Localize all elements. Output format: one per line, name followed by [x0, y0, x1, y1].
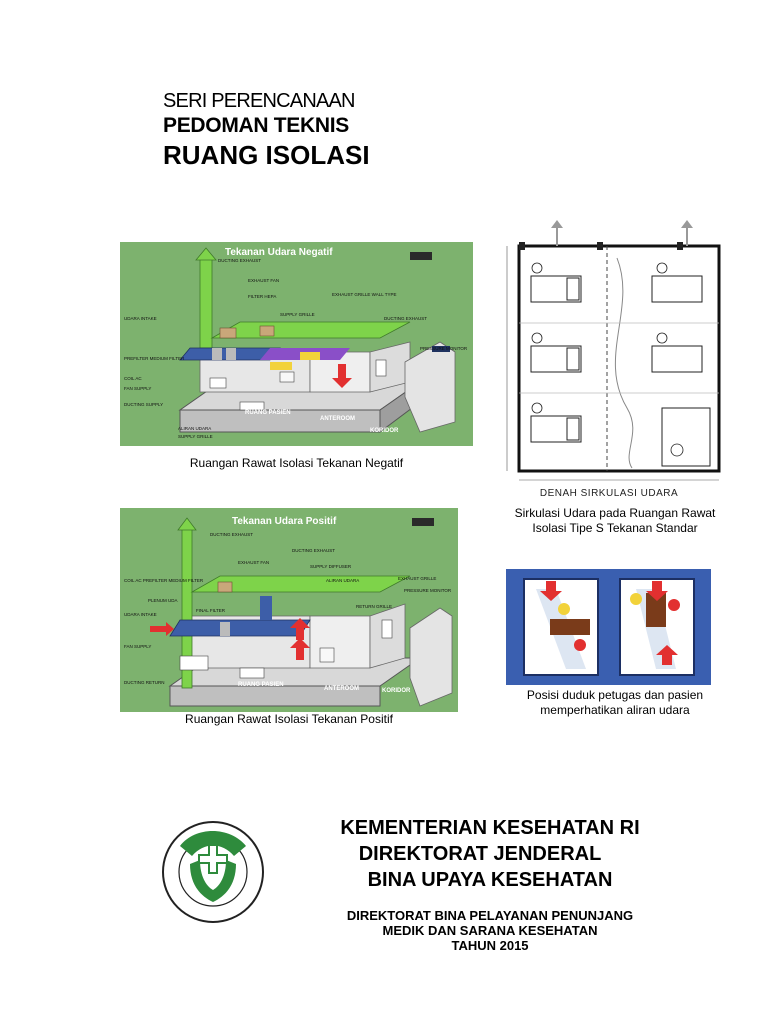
seating-figure: [506, 569, 711, 685]
pos-label-supply-diffuser: SUPPLY DIFFUSER: [310, 564, 352, 569]
label-filter-hepa: FILTER HEPA: [248, 294, 277, 299]
directorate-line2: MEDIK DAN SARANA KESEHATAN: [382, 923, 598, 938]
seating-caption-line1: Posisi duduk petugas dan pasien: [526, 688, 704, 702]
pos-label-anteroom: ANTEROOM: [324, 686, 359, 692]
pos-label-koridor: KORIDOR: [382, 688, 411, 694]
directorate-line3: TAHUN 2015: [451, 938, 529, 953]
ministry-line1: KEMENTERIAN KESEHATAN RI: [340, 817, 640, 839]
pos-label-return-grille: RETURN GRILLE: [356, 604, 393, 609]
seating-caption: [490, 688, 740, 718]
label-supply-grille-2: SUPPLY GRILLE: [178, 434, 213, 439]
label-exhaust-grille: EXHAUST GRILLE WALL TYPE: [332, 292, 397, 297]
label-exhaust-fan: EXHAUST FAN: [248, 278, 280, 283]
pos-label-exhaust-fan: EXHAUST FAN: [238, 560, 270, 565]
label-udara-intake: UDARA INTAKE: [124, 316, 157, 321]
pos-label-exhaust-grille: EXHAUST GRILLE: [398, 576, 437, 581]
floorplan-caption: [490, 506, 740, 536]
label-ruang-pasien: RUANG PASIEN: [245, 410, 291, 416]
series-label: SERI PERENCANAAN: [163, 90, 355, 112]
pos-label-udara-intake: UDARA INTAKE: [124, 612, 157, 617]
label-fan-supply: FAN SUPPLY: [124, 386, 152, 391]
label-ducting-supply: DUCTING SUPPLY: [124, 402, 164, 407]
pos-label-plenum: PLENUM UDA: [148, 598, 178, 603]
label-koridor: KORIDOR: [370, 428, 399, 434]
pos-label-ducting-exhaust: DUCTING EXHAUST: [210, 532, 254, 537]
directorate-block: [300, 908, 680, 953]
pos-label-aliran-udara: ALIRAN UDARA: [326, 578, 360, 583]
floorplan-caption-line2: Isolasi Tipe S Tekanan Standar: [532, 521, 698, 535]
ministry-block: [300, 815, 680, 893]
positive-pressure-figure: [120, 508, 458, 712]
pos-label-coil-ac: COIL AC PREFILTER MEDIUM FILTER: [124, 578, 204, 583]
pos-label-ducting-return: DUCTING RETURN: [124, 680, 165, 685]
negative-pressure-figure: [120, 242, 473, 446]
positive-banner: Tekanan Udara Positif: [232, 516, 337, 527]
pos-label-final-filter: FINAL FILTER: [196, 608, 226, 613]
label-ducting-exhaust-2: DUCTING EXHAUST: [384, 316, 428, 321]
bakti-husada-logo: [160, 816, 270, 928]
floorplan-figure: [497, 218, 722, 498]
label-anteroom: ANTEROOM: [320, 416, 355, 422]
label-ducting-exhaust: DUCTING EXHAUST: [218, 258, 262, 263]
floorplan-caption-line1: Sirkulasi Udara pada Ruangan Rawat: [514, 506, 716, 520]
guide-label: PEDOMAN TEKNIS: [163, 114, 349, 137]
label-coil-ac: COIL AC: [124, 376, 142, 381]
page-title: RUANG ISOLASI: [163, 140, 370, 170]
negative-banner: Tekanan Udara Negatif: [225, 247, 333, 258]
seating-caption-line2: memperhatikan aliran udara: [540, 703, 690, 717]
positive-caption: Ruangan Rawat Isolasi Tekanan Positif: [185, 712, 393, 726]
floorplan-heading: DENAH SIRKULASI UDARA: [539, 488, 679, 498]
ministry-line2: DIREKTORAT JENDERAL: [358, 843, 602, 865]
label-prefilter: PREFILTER MEDIUM FILTER: [124, 356, 185, 361]
label-pressure-monitor: PRESSURE MONITOR: [420, 346, 468, 351]
label-aliran-udara: ALIRAN UDARA: [178, 426, 212, 431]
pos-label-fan-supply: FAN SUPPLY: [124, 644, 152, 649]
negative-caption: Ruangan Rawat Isolasi Tekanan Negatif: [189, 456, 404, 470]
pos-label-ruang-pasien: RUANG PASIEN: [238, 682, 284, 688]
pos-label-pressure-monitor: PRESSURE MONITOR: [404, 588, 452, 593]
ministry-line3: BINA UPAYA KESEHATAN: [367, 869, 613, 891]
directorate-line1: DIREKTORAT BINA PELAYANAN PENUNJANG: [346, 908, 634, 923]
label-supply-grille: SUPPLY GRILLE: [280, 312, 315, 317]
pos-label-ducting-exhaust-2: DUCTING EXHAUST: [292, 548, 336, 553]
